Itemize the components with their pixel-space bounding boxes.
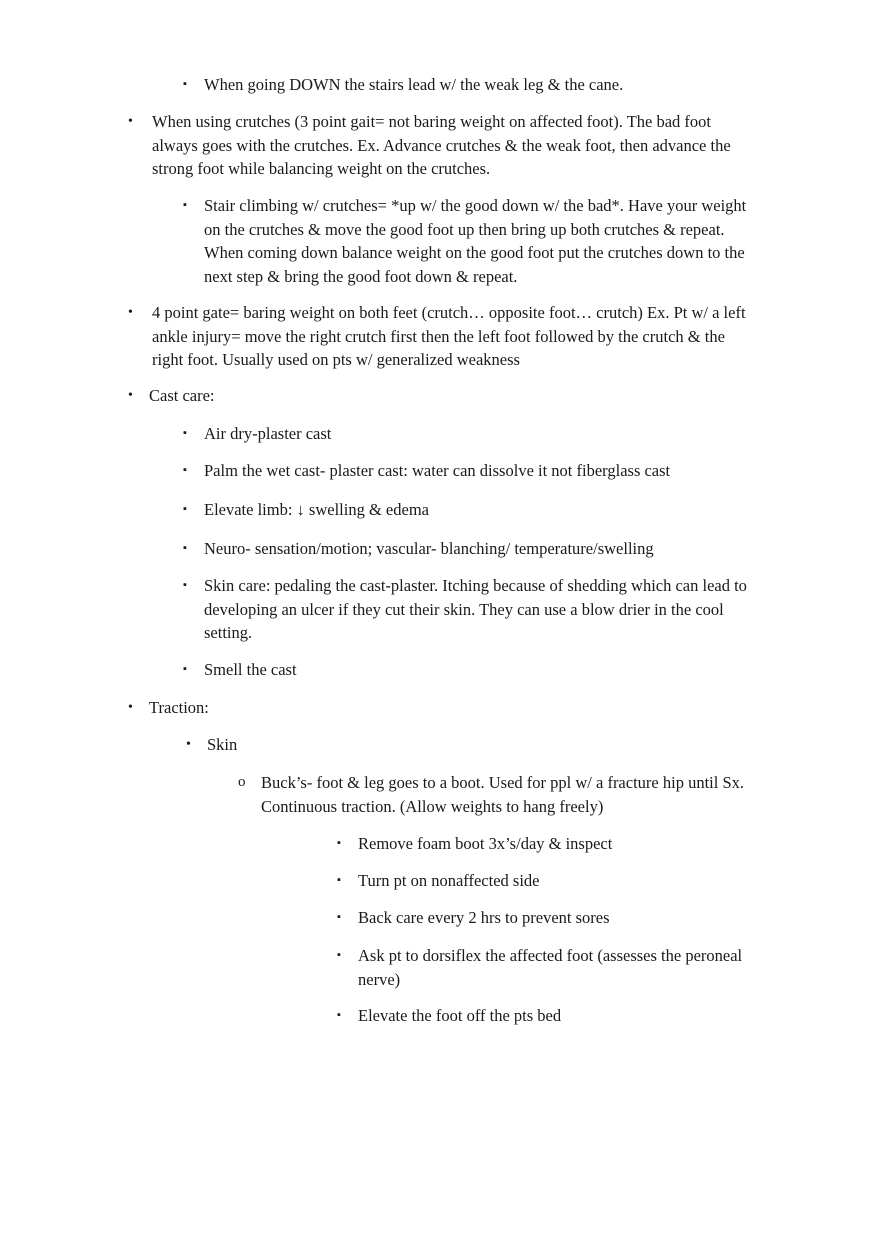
square-bullet: ▪	[337, 837, 341, 849]
square-bullet: ▪	[337, 1009, 341, 1021]
square-bullet: ▪	[183, 464, 187, 476]
bullet: •	[128, 114, 133, 129]
list-item-text: Cast care:	[149, 386, 215, 405]
bullet: •	[186, 737, 191, 752]
square-bullet: ▪	[183, 542, 187, 554]
list-item-text: Turn pt on nonaffected side	[358, 871, 540, 890]
circle-bullet: o	[238, 774, 246, 790]
list-item	[186, 733, 586, 757]
list-item-text: Back care every 2 hrs to prevent sores	[358, 908, 610, 927]
square-bullet: ▪	[183, 78, 187, 90]
list-item-text: Traction:	[149, 698, 209, 717]
list-item-text: Remove foam boot 3x’s/day & inspect	[358, 834, 613, 853]
square-bullet: ▪	[183, 427, 187, 439]
square-bullet: ▪	[337, 874, 341, 886]
list-item	[337, 944, 765, 991]
square-bullet: ▪	[183, 199, 187, 211]
list-item-text: Stair climbing w/ crutches= *up w/ the good down w/ the bad*. Have your weight on the crutches & move the good foot up then bring up both crutches & repeat. When coming down balance weight on the good foot put the crutches down to the next step & bring the good foot down & repeat.	[204, 196, 747, 286]
list-item	[183, 422, 743, 446]
list-item	[183, 574, 763, 645]
list-item	[128, 384, 528, 408]
list-item-text: 4 point gate= baring weight on both feet (crutch… opposite foot… crutch) Ex. Pt w/ a left ankle injury= move the right crutch first then the left foot followed by the crutch & the right foot. Usually used on pts w/ generalized weakness	[152, 303, 746, 369]
list-item	[337, 832, 777, 856]
list-item-text: Elevate the foot off the pts bed	[358, 1006, 562, 1025]
list-item	[128, 696, 528, 720]
list-item	[337, 906, 777, 930]
square-bullet: ▪	[337, 911, 341, 923]
list-item	[183, 194, 761, 288]
square-bullet: ▪	[183, 663, 187, 675]
square-bullet: ▪	[183, 579, 187, 591]
bullet: •	[128, 305, 133, 320]
list-item	[183, 73, 783, 97]
list-item	[183, 459, 783, 483]
list-item	[238, 771, 758, 818]
list-item	[128, 301, 754, 372]
bullet: •	[128, 388, 133, 403]
list-item	[337, 1004, 777, 1028]
list-item-text: When using crutches (3 point gait= not baring weight on affected foot). The bad foot always goes with the crutches. Ex. Advance crutches & the weak foot, then advance the strong foot while balancing weight on the crutches.	[152, 112, 731, 178]
list-item-text: Air dry-plaster cast	[204, 424, 332, 443]
list-item-text: Smell the cast	[204, 660, 297, 679]
list-item-text: Skin	[207, 735, 238, 754]
list-item-text: Palm the wet cast- plaster cast: water can dissolve it not fiberglass cast	[204, 461, 671, 480]
list-item	[183, 537, 783, 561]
list-item	[183, 658, 743, 682]
list-item-text: Elevate limb: ↓ swelling & edema	[204, 500, 429, 519]
list-item	[128, 110, 740, 181]
list-item-text: When going DOWN the stairs lead w/ the weak leg & the cane.	[204, 75, 624, 94]
list-item-text: Buck’s- foot & leg goes to a boot. Used for ppl w/ a fracture hip until Sx. Continuous traction. (Allow weights to hang freely)	[261, 773, 744, 816]
list-item	[183, 498, 743, 522]
list-item-text: Skin care: pedaling the cast-plaster. Itching because of shedding which can lead to developing an ulcer if they cut their skin. They can use a blow drier in the cool setting.	[204, 576, 747, 642]
bullet: •	[128, 700, 133, 715]
list-item-text: Neuro- sensation/motion; vascular- blanching/ temperature/swelling	[204, 539, 654, 558]
square-bullet: ▪	[183, 503, 187, 515]
list-item	[337, 869, 777, 893]
list-item-text: Ask pt to dorsiflex the affected foot (assesses the peroneal nerve)	[358, 946, 743, 989]
square-bullet: ▪	[337, 949, 341, 961]
